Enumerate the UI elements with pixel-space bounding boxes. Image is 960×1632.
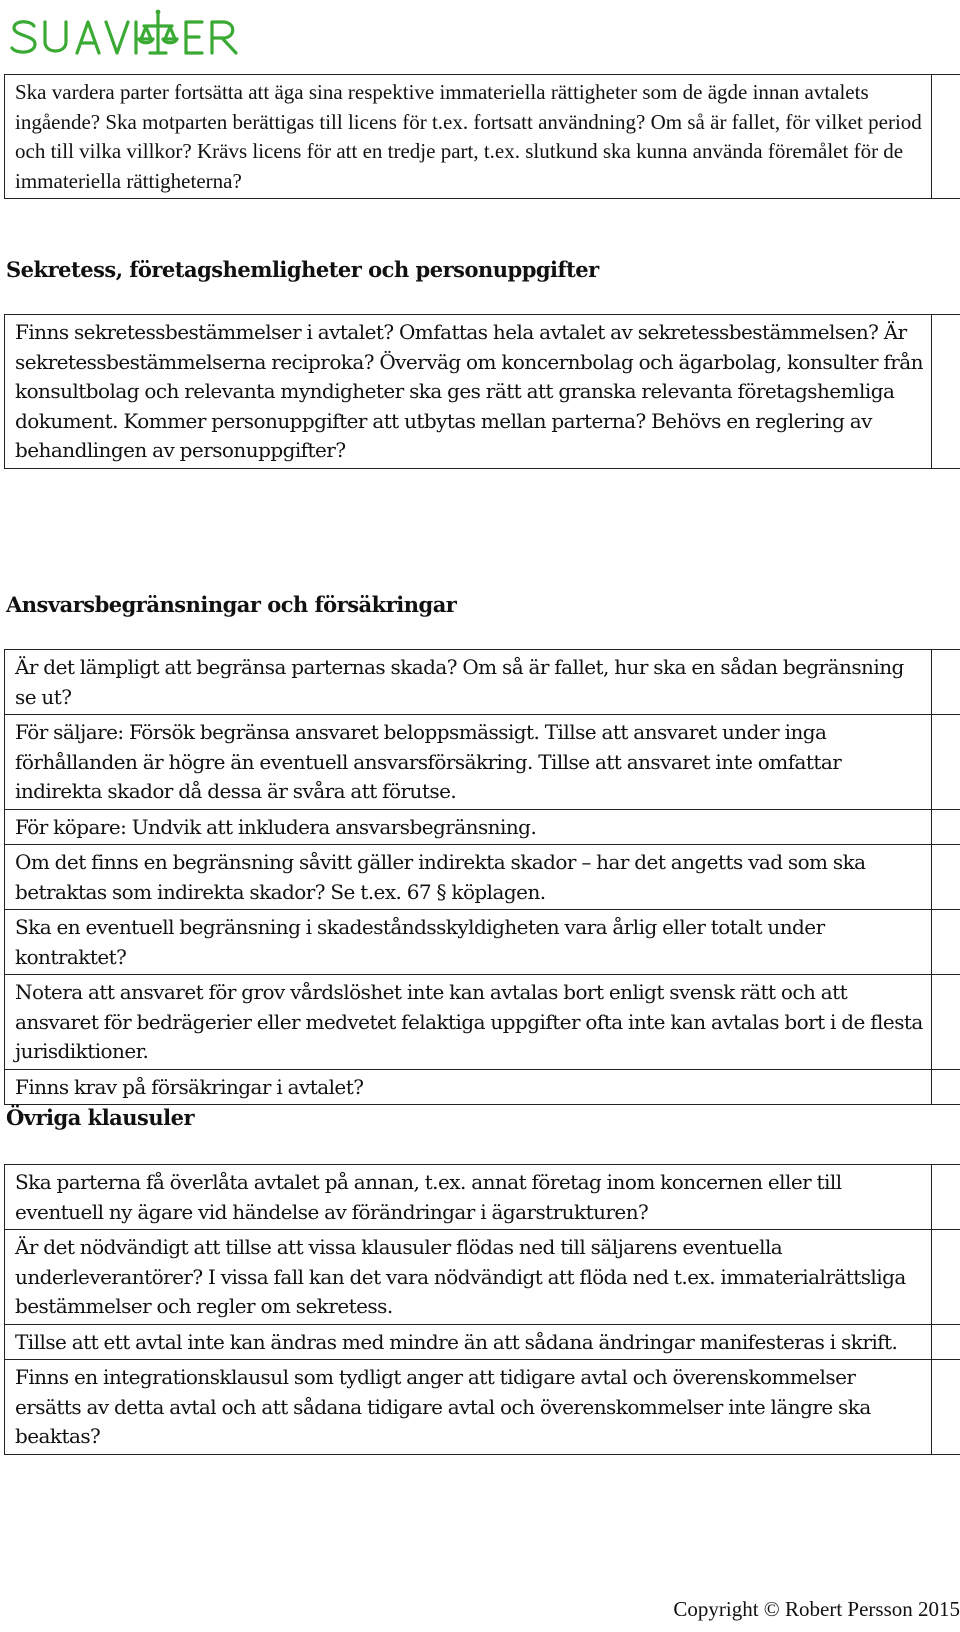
table-row <box>5 845 960 910</box>
checkbox-cell[interactable] <box>932 75 960 199</box>
checklist-question: Finns sekretessbestämmelser i avtalet? Omfattas hela avtalet av sekretessbestämmelsen? Är sekretessbestämmelserna reciproka? Överväg om koncernbolag och ägarbolag, konsulter från konsultbolag och relevanta myndigheter ska ges rätt att granska relevanta företagshemliga dokument. Kommer personuppgifter att utbytas mellan parterna? Behövs en reglering av behandlingen av personuppgifter? <box>5 315 932 469</box>
checklist-question: För säljare: Försök begränsa ansvaret beloppsmässigt. Tillse att ansvaret under inga förhållanden är högre än eventuell ansvarsförsäkring. Tillse att ansvaret inte omfattar indirekta skador då dessa är svåra att förutse. <box>5 715 932 810</box>
checklist-question: Är det lämpligt att begränsa parternas skada? Om så är fallet, hur ska en sådan begränsning se ut? <box>5 650 932 715</box>
checklist-question: Finns krav på försäkringar i avtalet? <box>5 1069 932 1105</box>
checkbox-cell[interactable] <box>932 650 960 715</box>
suaviter-logo <box>8 6 248 56</box>
checkbox-cell[interactable] <box>932 809 960 845</box>
checklist-question: Ska vardera parter fortsätta att äga sina respektive immateriella rättigheter som de ägde innan avtalets ingående? Ska motparten berättigas till licens för t.ex. fortsatt användning? Om så är fallet, för vilket period och till vilka villkor? Krävs licens för att en tredje part, t.ex. slutkund ska kunna använda föremålet för de immateriella rättigheterna? <box>5 75 932 199</box>
table-row <box>5 910 960 975</box>
checkbox-cell[interactable] <box>932 845 960 910</box>
checklist-question: Är det nödvändigt att tillse att vissa klausuler flödas ned till säljarens eventuella underleverantörer? I vissa fall kan det vara nödvändigt att flöda ned t.ex. immaterialrättsliga bestämmelser och regler om sekretess. <box>5 1230 932 1325</box>
checklist-question: Om det finns en begränsning såvitt gäller indirekta skador – har det angetts vad som ska betraktas som indirekta skador? Se t.ex. 67 § köplagen. <box>5 845 932 910</box>
checklist-table-ansvar <box>4 649 960 1105</box>
table-row <box>5 1360 960 1455</box>
checklist-question: För köpare: Undvik att inkludera ansvarsbegränsning. <box>5 809 932 845</box>
checklist-question: Finns en integrationsklausul som tydligt anger att tidigare avtal och överenskommelser ersätts av detta avtal och att sådana tidigare avtal och överenskommelser inte längre ska beaktas? <box>5 1360 932 1455</box>
checklist-question: Tillse att ett avtal inte kan ändras med mindre än att sådana ändringar manifesteras i skrift. <box>5 1324 932 1360</box>
checkbox-cell[interactable] <box>932 1069 960 1105</box>
checkbox-cell[interactable] <box>932 1324 960 1360</box>
checklist-table-ovriga <box>4 1164 960 1455</box>
checklist-question: Ska en eventuell begränsning i skadeståndsskyldigheten vara årlig eller totalt under kontraktet? <box>5 910 932 975</box>
table-row <box>5 650 960 715</box>
checkbox-cell[interactable] <box>932 1230 960 1325</box>
checkbox-cell[interactable] <box>932 975 960 1070</box>
table-row <box>5 315 960 469</box>
checklist-table-sekretess <box>4 314 960 469</box>
checklist-question: Ska parterna få överlåta avtalet på annan, t.ex. annat företag inom koncernen eller till eventuell ny ägare vid händelse av förändringar i ägarstrukturen? <box>5 1165 932 1230</box>
section-heading-ovriga: Övriga klausuler <box>6 1105 195 1130</box>
table-row <box>5 75 960 199</box>
table-row <box>5 809 960 845</box>
table-row <box>5 1165 960 1230</box>
table-row <box>5 715 960 810</box>
section-heading-sekretess: Sekretess, företagshemligheter och personuppgifter <box>6 257 599 282</box>
logo-scales-icon <box>8 6 248 56</box>
checkbox-cell[interactable] <box>932 1360 960 1455</box>
checkbox-cell[interactable] <box>932 1165 960 1230</box>
table-row <box>5 1324 960 1360</box>
table-row <box>5 1069 960 1105</box>
section-heading-ansvar: Ansvarsbegränsningar och försäkringar <box>6 592 457 617</box>
checklist-question: Notera att ansvaret för grov vårdslöshet inte kan avtalas bort enligt svensk rätt och att ansvaret för bedrägerier eller medvetet felaktiga uppgifter ofta inte kan avtalas bort i de flesta jurisdiktioner. <box>5 975 932 1070</box>
checkbox-cell[interactable] <box>932 315 960 469</box>
checkbox-cell[interactable] <box>932 910 960 975</box>
copyright-footer: Copyright © Robert Persson 2015 <box>673 1597 960 1621</box>
checkbox-cell[interactable] <box>932 715 960 810</box>
checklist-table-immaterial <box>4 74 960 199</box>
table-row <box>5 1230 960 1325</box>
table-row <box>5 975 960 1070</box>
